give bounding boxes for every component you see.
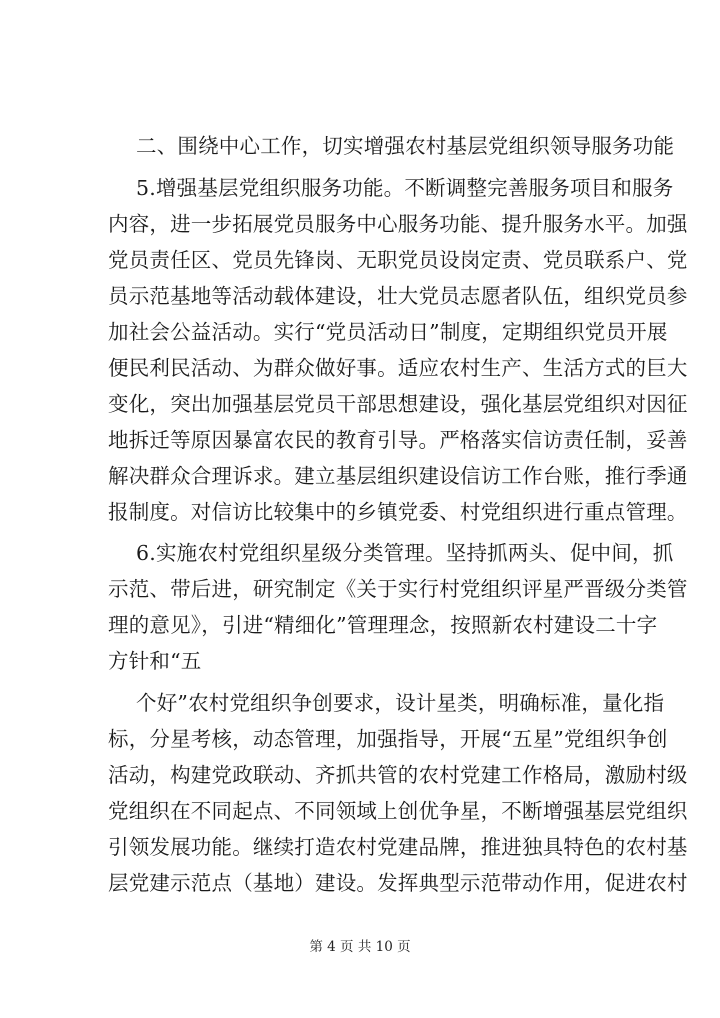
paragraph-line: 便民利民活动、为群众做好事。适应农村生产、生活方式的巨大 (108, 356, 688, 380)
paragraph-line: 加社会公益活动。实行“党员活动日”制度，定期组织党员开展 (108, 320, 668, 344)
paragraph-line: 地拆迁等原因暴富农民的教育引导。严格落实信访责任制，妥善 (108, 428, 688, 452)
paragraph-line: 6.实施农村党组织星级分类管理。坚持抓两头、促中间，抓 (136, 541, 674, 565)
paragraph-line: 员示范基地等活动载体建设，壮大党员志愿者队伍，组织党员参 (108, 284, 688, 308)
paragraph-line: 5.增强基层党组织服务功能。不断调整完善服务项目和服务 (136, 176, 674, 200)
paragraph-line: 引领发展功能。继续打造农村党建品牌，推进独具特色的农村基 (108, 835, 688, 859)
page-number: 第 4 页 共 10 页 (309, 939, 411, 955)
paragraph-line: 层党建示范点（基地）建设。发挥典型示范带动作用，促进农村 (108, 871, 688, 895)
paragraph-line: 党组织在不同起点、不同领域上创优争星，不断增强基层党组织 (108, 799, 688, 823)
paragraph-line: 理的意见》，引进“精细化”管理理念，按照新农村建设二十字 (108, 613, 658, 637)
paragraph-line: 方针和“五 (108, 649, 202, 673)
paragraph-line: 解决群众合理诉求。建立基层组织建设信访工作台账，推行季通 (108, 464, 688, 488)
paragraph-line: 党员责任区、党员先锋岗、无职党员设岗定责、党员联系户、党 (108, 248, 688, 272)
paragraph-line: 示范、带后进，研究制定《关于实行村党组织评星严晋级分类管 (108, 577, 688, 601)
paragraph-line: 个好”农村党组织争创要求，设计星类，明确标准，量化指 (136, 691, 665, 715)
paragraph-line: 活动，构建党政联动、齐抓共管的农村党建工作格局，激励村级 (108, 763, 688, 787)
heading-line: 二、围绕中心工作，切实增强农村基层党组织领导服务功能 (136, 134, 675, 158)
paragraph-line: 报制度。对信访比较集中的乡镇党委、村党组织进行重点管理。 (108, 500, 688, 524)
paragraph-line: 内容，进一步拓展党员服务中心服务功能、提升服务水平。加强 (108, 212, 688, 236)
paragraph-line: 变化，突出加强基层党员干部思想建设，强化基层党组织对因征 (108, 392, 688, 416)
paragraph-line: 标，分星考核，动态管理，加强指导，开展“五星”党组织争创 (108, 727, 668, 751)
